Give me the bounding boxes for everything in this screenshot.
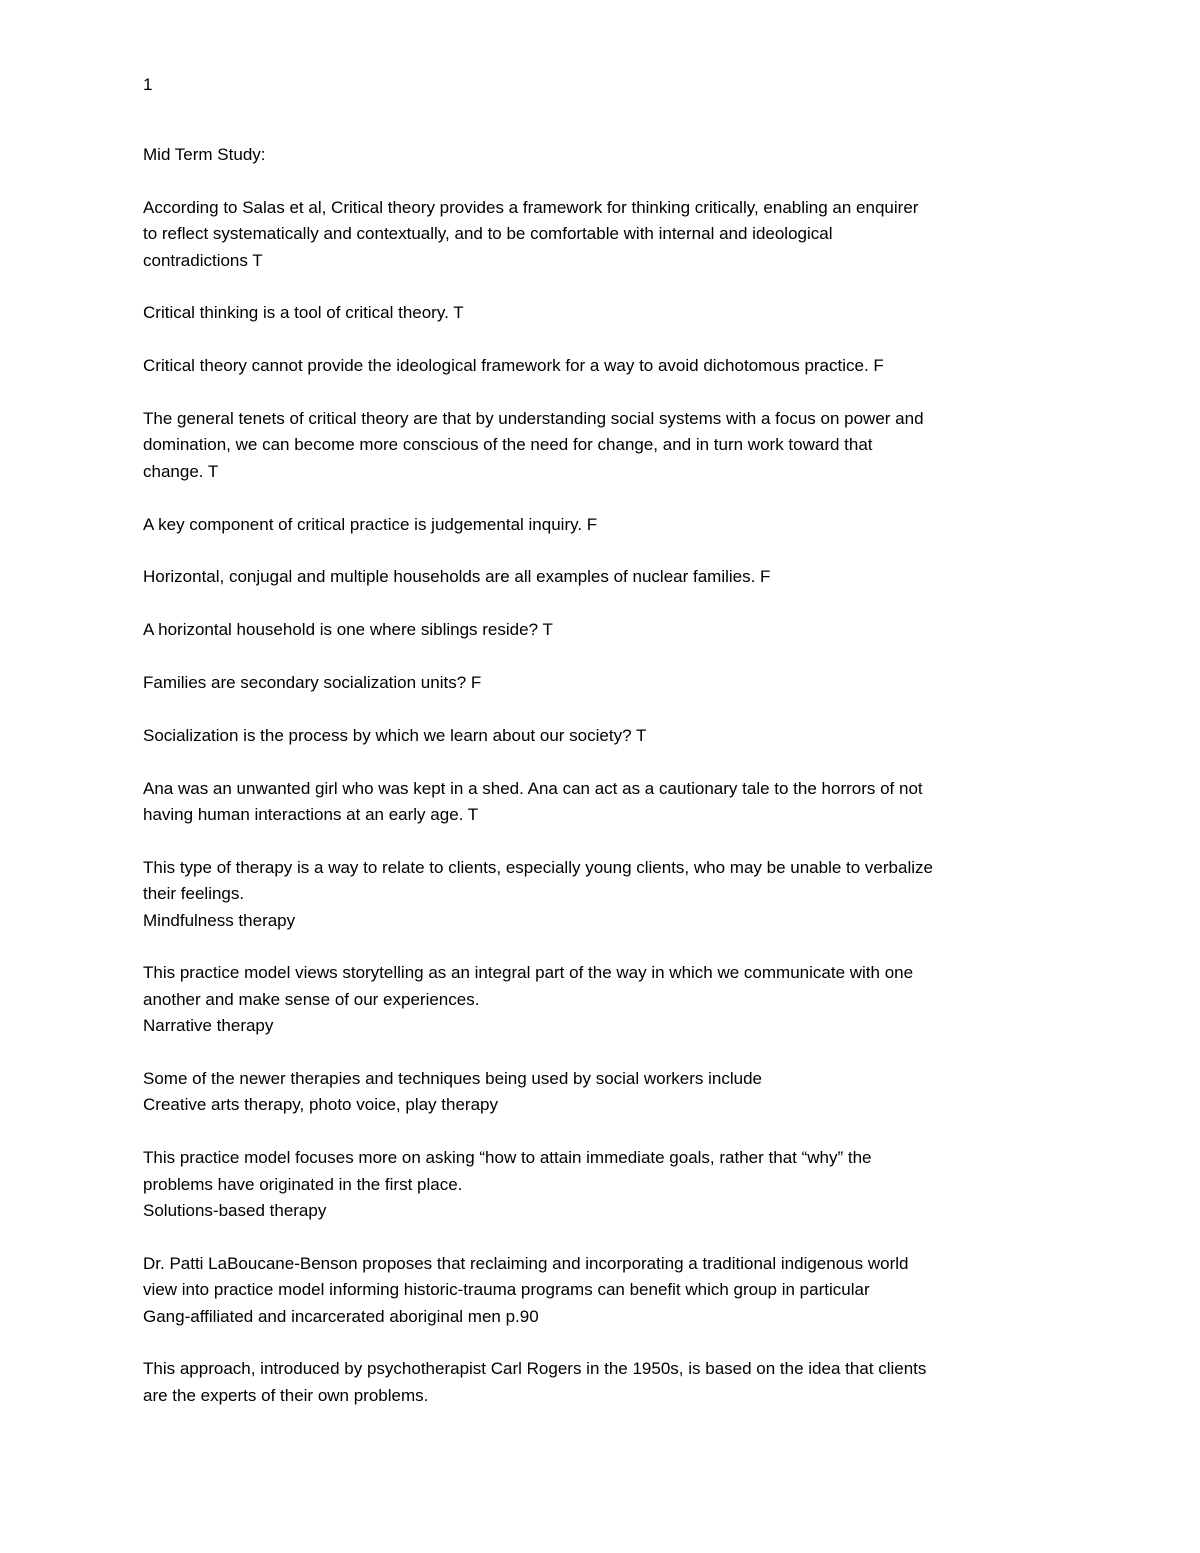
text-line: Mindfulness therapy [143, 910, 296, 930]
text-line: This approach, introduced by psychotherapist Carl Rogers in the 1950s, is based on the idea that clients [143, 1359, 927, 1379]
text-line: This type of therapy is a way to relate to clients, especially young clients, who may be unable to verbalize [143, 857, 933, 877]
question-paragraph [143, 1066, 1063, 1119]
text-line: Some of the newer therapies and techniques being used by social workers include [143, 1069, 762, 1089]
question-paragraph [143, 670, 1063, 696]
question-paragraph [143, 195, 1063, 274]
question-paragraph [143, 960, 1063, 1039]
text-line: Ana was an unwanted girl who was kept in a shed. Ana can act as a cautionary tale to the horrors of not [143, 778, 923, 798]
page-number: 1 [143, 75, 153, 94]
question-paragraph [143, 1145, 1063, 1224]
text-line: According to Salas et al, Critical theory provides a framework for thinking critically, enabling an enquirer [143, 197, 919, 217]
question-paragraph [143, 617, 1063, 643]
text-line: Creative arts therapy, photo voice, play therapy [143, 1095, 498, 1115]
question-paragraph [143, 723, 1063, 749]
text-line: Dr. Patti LaBoucane-Benson proposes that reclaiming and incorporating a traditional indigenous world [143, 1253, 909, 1273]
question-paragraph [143, 406, 1063, 485]
question-paragraph [143, 300, 1063, 326]
text-line: A horizontal household is one where siblings reside? T [143, 620, 553, 640]
question-paragraph [143, 512, 1063, 538]
text-line: contradictions T [143, 250, 263, 270]
text-line: A key component of critical practice is judgemental inquiry. F [143, 514, 598, 534]
text-line: Horizontal, conjugal and multiple households are all examples of nuclear families. F [143, 567, 771, 587]
text-line: This practice model views storytelling as an integral part of the way in which we communicate with one [143, 963, 914, 983]
question-list [143, 195, 1063, 1409]
question-paragraph [143, 1251, 1063, 1330]
text-line: view into practice model informing historic-trauma programs can benefit which group in particular [143, 1280, 870, 1300]
text-line: The general tenets of critical theory are that by understanding social systems with a focus on power and [143, 409, 924, 428]
text-line: their feelings. [143, 884, 245, 904]
text-line: Narrative therapy [143, 1016, 274, 1036]
text-line: another and make sense of our experiences. [143, 989, 480, 1009]
text-line: Gang-affiliated and incarcerated aboriginal men p.90 [143, 1306, 539, 1326]
question-paragraph [143, 855, 1063, 934]
text-line: are the experts of their own problems. [143, 1385, 429, 1405]
text-line: domination, we can become more conscious of the need for change, and in turn work toward that [143, 435, 873, 455]
text-line: Critical theory cannot provide the ideological framework for a way to avoid dichotomous practice. F [143, 356, 884, 376]
text-line: problems have originated in the first place. [143, 1174, 463, 1194]
text-line: This practice model focuses more on asking “how to attain immediate goals, rather that “why” the [143, 1148, 872, 1168]
question-paragraph [143, 1356, 1063, 1409]
text-line: Solutions-based therapy [143, 1201, 327, 1221]
text-line: change. T [143, 461, 219, 481]
question-paragraph [143, 564, 1063, 590]
question-paragraph [143, 776, 1063, 829]
document-body [143, 142, 1063, 1436]
text-line: Critical thinking is a tool of critical theory. T [143, 303, 464, 323]
text-line: Socialization is the process by which we learn about our society? T [143, 725, 647, 745]
text-line: to reflect systematically and contextually, and to be comfortable with internal and ideological [143, 224, 833, 244]
document-title: Mid Term Study: [143, 145, 266, 164]
question-paragraph [143, 353, 1063, 379]
text-line: having human interactions at an early age. T [143, 805, 479, 824]
text-line: Families are secondary socialization units? F [143, 673, 482, 692]
